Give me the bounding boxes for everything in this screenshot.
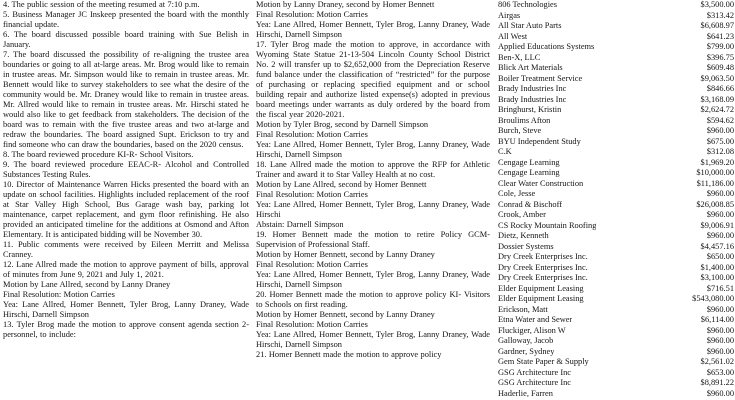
payment-row	[498, 231, 734, 242]
payment-amount: $716.51	[706, 283, 734, 293]
payee-name: Brady Industries Inc	[498, 94, 567, 104]
payment-row	[498, 158, 734, 169]
payment-row	[498, 326, 734, 337]
minutes-paragraph: Motion by Lane Allred, second by Homer Bennett	[256, 180, 427, 189]
payment-row	[498, 368, 734, 379]
payment-row	[498, 221, 734, 232]
payment-amount: $960.00	[706, 325, 734, 335]
payee-name: GSG Architecture Inc	[498, 378, 572, 387]
payee-name: All Star Auto Parts	[498, 21, 562, 30]
payment-amount: $2,561.02	[700, 357, 734, 366]
payment-row	[498, 63, 734, 74]
payee-name: Applied Educations Systems	[498, 42, 595, 51]
payment-amount: $653.00	[706, 367, 734, 377]
payee-name: Etna Water and Sewer	[498, 315, 573, 324]
minutes-paragraph: Final Resolution: Motion Carries	[256, 130, 368, 139]
payment-row	[498, 179, 734, 190]
payment-amount: $396.75	[706, 52, 734, 62]
payment-amount: $8,891.22	[700, 378, 734, 387]
payee-name: Gardner, Sydney	[498, 346, 555, 356]
payee-name: Cole, Jesse	[498, 189, 536, 198]
payee-name: GSG Architecture Inc	[498, 367, 572, 377]
minutes-paragraph: 12. Lane Allred made the motion to approve payment of bills, approval of minutes from June 9, 2021 and July 1, 2021.	[3, 260, 249, 279]
payee-name: Dry Creek Enterprises Inc.	[498, 262, 588, 272]
minutes-paragraph: Final Resolution: Motion Carries	[256, 190, 368, 199]
minutes-paragraph: 6. The board discussed possible board training with Sue Belish in January.	[3, 30, 249, 49]
payment-amount: $3,100.00	[700, 273, 734, 282]
minutes-paragraph: Final Resolution: Motion Carries	[256, 10, 368, 19]
payment-amount: $1,400.00	[700, 262, 734, 272]
payment-row	[498, 210, 734, 221]
payment-row	[498, 378, 734, 389]
payment-amount: $543,080.00	[692, 294, 734, 303]
payment-amount: $313.42	[706, 10, 734, 20]
payment-amount: $799.00	[706, 42, 734, 51]
payee-name: C.K	[498, 147, 512, 156]
payee-name: Erickson, Matt	[498, 304, 548, 314]
minutes-paragraph: 8. The board reviewed procedure KI-R- School Visitors.	[3, 150, 194, 159]
payment-amount: $675.00	[706, 136, 734, 146]
payee-name: Airgas	[498, 10, 521, 20]
minutes-paragraph: 21. Homer Bennett made the motion to approve policy	[256, 350, 442, 359]
payment-amount: $650.00	[706, 252, 734, 261]
minutes-paragraph: 13. Tyler Brog made the motion to approve consent agenda section 2- personnel, to include:	[3, 320, 249, 339]
payment-amount: $960.00	[706, 346, 734, 356]
payee-name: Bringhurst, Kristin	[498, 105, 562, 114]
minutes-paragraph: Motion by Lane Allred, second by Lanny Draney	[3, 280, 171, 289]
payee-name: Burch, Steve	[498, 126, 542, 135]
payment-amount: $6,114.00	[700, 315, 734, 324]
payee-name: Dietz, Kenneth	[498, 231, 549, 240]
payment-row	[498, 116, 734, 127]
payment-row	[498, 21, 734, 32]
payee-name: CS Rocky Mountain Roofing	[498, 220, 597, 230]
payee-name: Dry Creek Enterprises Inc.	[498, 252, 588, 261]
minutes-paragraph: Motion by Homer Bennett, second by Lanny Draney	[256, 250, 435, 259]
minutes-paragraph: Abstain: Darnell Simpson	[256, 220, 344, 229]
payee-name: Gem State Paper & Supply	[498, 357, 589, 366]
payment-amount: $11,186.00	[696, 178, 734, 188]
minutes-paragraph: 9. The board reviewed procedure EEAC-R- Alcohol and Controlled Substances Testing Rules.	[3, 160, 249, 179]
payment-row	[498, 53, 734, 64]
payee-name: Boiler Treatment Service	[498, 73, 583, 83]
payment-row	[498, 147, 734, 158]
minutes-paragraph: Final Resolution: Motion Carries	[256, 260, 368, 269]
payee-name: 806 Technologies	[498, 0, 558, 9]
payment-row	[498, 294, 734, 305]
minutes-paragraph: 19. Homer Bennett made the motion to retire Policy GCM- Supervision of Professional Staff.	[256, 230, 490, 249]
payment-row	[498, 357, 734, 368]
payment-row	[498, 273, 734, 284]
payee-name: Galloway, Jacob	[498, 336, 554, 345]
payee-name: Cengage Learning	[498, 168, 560, 177]
payee-name: Cengage Learning	[498, 157, 560, 167]
minutes-paragraph: Motion by Tyler Brog, second by Darnell Simpson	[256, 120, 429, 129]
payment-row	[498, 305, 734, 316]
payee-name: Elder Equipment Leasing	[498, 283, 584, 293]
payment-amount: $609.48	[706, 63, 734, 72]
minutes-paragraph: Motion by Lanny Draney, second by Homer Bennett	[256, 0, 435, 9]
payee-name: Brady Industries Inc	[498, 84, 567, 93]
payment-amount: $641.23	[706, 31, 734, 41]
payment-amount: $846.66	[706, 84, 734, 93]
payment-row	[498, 347, 734, 358]
payment-amount: $960.00	[706, 336, 734, 345]
minutes-left-column	[3, 0, 256, 400]
minutes-paragraph: 17. Tyler Brog made the motion to approve, in accordance with Wyoming State Statue 21-13-504 Lincoln County School District No. 2 will transfer up to $2,652,000 from the Depreciation Reserve fund balance under the classification of “restricted” for the purpose of purchasing or replacing specified equipment and or school building repair and authorize listed expense(s) adopted in previous board meetings under warrants as duly ordered by the board from the fiscal year 2020-2021.	[256, 40, 490, 119]
payment-amount: $1,969.20	[700, 157, 734, 167]
payment-row	[498, 95, 734, 106]
minutes-middle-column	[256, 0, 498, 400]
payee-name: Dry Creek Enterprises Inc.	[498, 273, 588, 282]
payment-row	[498, 137, 734, 148]
minutes-paragraph: Yea: Lane Allred, Homer Bennett, Tyler Brog, Lanny Draney, Wade Hirschi, Darnell Simpson	[256, 140, 490, 159]
minutes-paragraph: 11. Public comments were received by Eileen Merritt and Melissa Cranney.	[3, 240, 249, 259]
payee-name: All West	[498, 31, 528, 41]
payment-row	[498, 263, 734, 274]
payee-name: Blick Art Materials	[498, 63, 563, 72]
payee-name: Elder Equipment Leasing	[498, 294, 584, 303]
minutes-paragraph: Final Resolution: Motion Carries	[3, 290, 115, 299]
payment-row	[498, 242, 734, 253]
minutes-paragraph: Yea: Lane Allred, Homer Bennett, Tyler Brog, Lanny Draney, Wade Hirschi, Darnell Simpson	[3, 300, 249, 319]
payment-amount: $9,063.50	[700, 73, 734, 83]
payment-amount: $960.00	[706, 210, 734, 219]
payment-row	[498, 315, 734, 326]
payment-row	[498, 105, 734, 116]
minutes-paragraph: Final Resolution: Motion Carries	[256, 320, 368, 329]
payment-row	[498, 0, 734, 11]
minutes-paragraph: Yea: Lane Allred, Homer Bennett, Tyler Brog, Lanny Draney, Wade Hirschi	[256, 200, 490, 219]
payment-amount: $960.00	[706, 189, 734, 198]
payment-amount: $594.62	[706, 115, 734, 125]
minutes-paragraph: 10. Director of Maintenance Warren Hicks presented the board with an update on school facilities. Highlights included replacement of the roof at Star Valley High School, Bus Garage wash bay, parking lot maintenance, carpet replacement, and gym floor refinishing. He also provided an anticipated timeline for the additions at Osmond and Afton Elementary. It is anticipated bidding will be November 30.	[3, 180, 249, 239]
payment-row	[498, 284, 734, 295]
payment-amount: $10,000.00	[696, 168, 734, 177]
payment-amount: $3,500.00	[700, 0, 734, 9]
payment-row	[498, 252, 734, 263]
payment-amount: $960.00	[706, 231, 734, 240]
payment-row	[498, 126, 734, 137]
payee-name: BYU Independent Study	[498, 136, 581, 146]
payment-amount: $960.00	[706, 304, 734, 314]
minutes-paragraph: Yea: Lane Allred, Homer Bennett, Tyler Brog, Lanny Draney, Wade Hirschi, Darnell Simpson	[256, 20, 490, 39]
payee-name: Conrad & Bischoff	[498, 199, 563, 209]
minutes-paragraph: 5. Business Manager JC Inskeep presented the board with the monthly financial update.	[3, 10, 249, 29]
minutes-paragraph: Yea: Lane Allred, Homer Bennett, Tyler Brog, Lanny Draney, Wade Hirschi, Darnell Simpson	[256, 330, 490, 349]
payee-name: Broulims Afton	[498, 115, 551, 125]
payment-amount: $26,008.85	[696, 199, 734, 209]
payment-row	[498, 42, 734, 53]
payment-row	[498, 336, 734, 347]
payment-amount: $960.00	[706, 126, 734, 135]
payment-amount: $960.00	[706, 388, 734, 398]
payment-row	[498, 84, 734, 95]
minutes-paragraph: Yea: Lane Allred, Homer Bennett, Tyler Brog, Lanny Draney, Wade Hirschi, Darnell Simpson	[256, 270, 490, 289]
payment-row	[498, 168, 734, 179]
minutes-paragraph: 20. Homer Bennett made the motion to approve policy KI- Visitors to Schools on first reading.	[256, 290, 490, 309]
payment-amount: $2,624.72	[700, 105, 734, 114]
payment-row	[498, 189, 734, 200]
payment-row	[498, 11, 734, 22]
payment-amount: $9,006.91	[700, 220, 734, 230]
payee-name: Clear Water Construction	[498, 178, 584, 188]
payment-row	[498, 32, 734, 43]
payee-name: Haderlie, Farren	[498, 388, 553, 398]
payment-row	[498, 389, 734, 400]
payment-amount: $3,168.09	[700, 94, 734, 104]
payment-amount: $6,608.97	[700, 21, 734, 30]
minutes-paragraph: Motion by Homer Bennett, second by Lanny Draney	[256, 310, 435, 319]
payment-row	[498, 74, 734, 85]
minutes-paragraph: 7. The board discussed the possibility of re-aligning the trustee area boundaries or going to all at-large areas. Mr. Brog would like to remain in trustee areas. Mr. Simpson would like to remain in trustee areas. Mr. Bennett would like to survey stakeholders to see what the desire of the community would be. Mr. Draney would like to remain in trustee areas. Mr. Allred would like to remain in trustee areas. Mr. Hirschi stated he would also like to get feedback from stakeholders. The decision of the board was to remain with the five trustee areas and two at-large and redraw the boundaries. The board assigned Supt. Erickson to try and find someone who can draw the boundaries, based on the 2020 census.	[3, 50, 249, 149]
minutes-paragraph: 18. Lane Allred made the motion to approve the RFP for Athletic Trainer and award it to Star Valley Health at no cost.	[256, 160, 490, 179]
payee-name: Ben-X, LLC	[498, 52, 541, 62]
payee-name: Crook, Amber	[498, 210, 546, 219]
payment-amount: $4,457.16	[700, 241, 734, 251]
payee-name: Dossier Systems	[498, 241, 554, 251]
payment-row	[498, 200, 734, 211]
payee-name: Fluckiger, Alison W	[498, 325, 566, 335]
minutes-paragraph: 4. The public session of the meeting resumed at 7:10 p.m.	[3, 0, 200, 9]
payments-list-column	[498, 0, 734, 400]
payment-amount: $312.08	[706, 147, 734, 156]
